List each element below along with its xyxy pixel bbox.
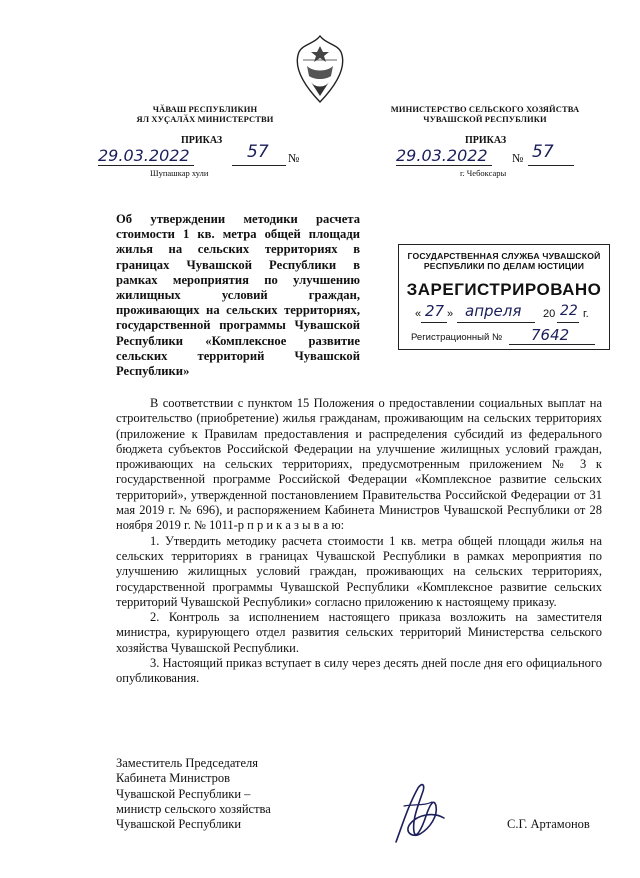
document-body	[116, 396, 602, 687]
stamp-year-unit: г.	[583, 308, 589, 320]
right-org-name: МИНИСТЕРСТВО СЕЛЬСКОГО ХОЗЯЙСТВА ЧУВАШСКОЙ РЕСПУБЛИКИ	[390, 104, 580, 124]
body-paragraph-4: 3. Настоящий приказ вступает в силу через десять дней после дня его официального опубликования.	[116, 656, 602, 686]
handwritten-signature	[384, 776, 454, 848]
stamp-year-suffix: 22	[560, 303, 578, 319]
right-number-sign: №	[512, 151, 524, 165]
right-date-underline	[396, 165, 492, 166]
stamp-date-row: « 27 » апреля 20 22 г.	[399, 302, 609, 326]
left-order-date: 29.03.2022	[98, 146, 190, 165]
left-order-number: 57	[247, 142, 269, 162]
left-city: Шупашкар хули	[150, 168, 209, 178]
stamp-day: 27	[425, 302, 445, 320]
stamp-day-underline	[421, 322, 447, 323]
stamp-reg-number: 7642	[531, 326, 570, 344]
stamp-month: апреля	[465, 302, 522, 320]
right-number-underline	[528, 165, 574, 166]
left-date-underline	[98, 165, 194, 166]
left-number-sign: №	[288, 151, 300, 165]
emblem-icon	[293, 32, 347, 106]
body-paragraph-2: 1. Утвердить методику расчета стоимости 1 кв. метра общей площади жилья на сельских территориях в границах Чувашской Республики в рамках мероприятия по улучшению жилищных условий граждан, проживающих на сельских территориях, государственной программы Чувашской Республики «Комплексное развитие сельских территорий Чувашской Республики» согласно приложению к настоящему приказу.	[116, 533, 602, 609]
stamp-authority-line1: ГОСУДАРСТВЕННАЯ СЛУЖБА ЧУВАШСКОЙ	[407, 251, 601, 261]
stamp-authority-line2: РЕСПУБЛИКИ ПО ДЕЛАМ ЮСТИЦИИ	[423, 261, 585, 271]
stamp-month-underline	[457, 322, 535, 323]
stamp-reg-label: Регистрационный №	[411, 332, 503, 343]
stamp-reg-row	[399, 326, 609, 348]
stamp-year-prefix: 20	[543, 308, 556, 320]
document-title: Об утверждении методики расчета стоимости 1 кв. метра общей площади жилья на сельских территориях в границах Чувашской Республики в рамках мероприятия по улучшению жилищных условий граждан, проживающих на сельских территориях, государственной программы Чувашской Республики «Комплексное развитие сельских территорий Чувашской Республики»	[116, 212, 360, 379]
left-org-name: ЧӐВАШ РЕСПУБЛИКИН ЯЛ ХУҪАЛӐХ МИНИСТЕРСТВИ	[136, 104, 274, 124]
stamp-registered: ЗАРЕГИСТРИРОВАНО	[406, 280, 602, 299]
left-number-underline	[232, 165, 286, 166]
stamp-reg-underline	[509, 344, 595, 345]
stamp-year-underline	[557, 322, 579, 323]
right-city: г. Чебоксары	[460, 168, 507, 178]
signatory-position: Заместитель Председателя Кабинета Министров Чувашской Республики – министр сельского хозяйства Чувашской Республики	[116, 756, 271, 832]
registration-stamp	[398, 244, 610, 350]
right-order-number: 57	[532, 142, 554, 162]
right-order-date: 29.03.2022	[396, 146, 488, 165]
body-paragraph-3: 2. Контроль за исполнением настоящего приказа возложить на заместителя министра, курирующего отдел развития сельских территорий Министерства сельского хозяйства Чувашской Республики.	[116, 610, 602, 655]
right-order-label: ПРИКАЗ	[465, 135, 507, 146]
signatory-name: С.Г. Артамонов	[507, 817, 590, 831]
left-order-label: ПРИКАЗ	[181, 135, 223, 146]
body-paragraph-1: В соответствии с пунктом 15 Положения о предоставлении социальных выплат на строительство (приобретение) жилья гражданам, проживающим на сельских территориях (приложение к Правилам предоставления и распределения субсидий из федерального бюджета субъектов Российской Федерации на улучшение жилищных условий граждан, проживающих на сельских территориях, предусмотренным приложением № 3 к государственной программе Российской Федерации «Комплексное развитие сельских территорий», утвержденной постановлением Правительства Российской Федерации от 31 мая 2019 г. № 696), и распоряжением Кабинета Министров Чувашской Республики от 28 ноября 2019 г. № 1011-р п р и к а з ы в а ю:	[116, 396, 602, 533]
